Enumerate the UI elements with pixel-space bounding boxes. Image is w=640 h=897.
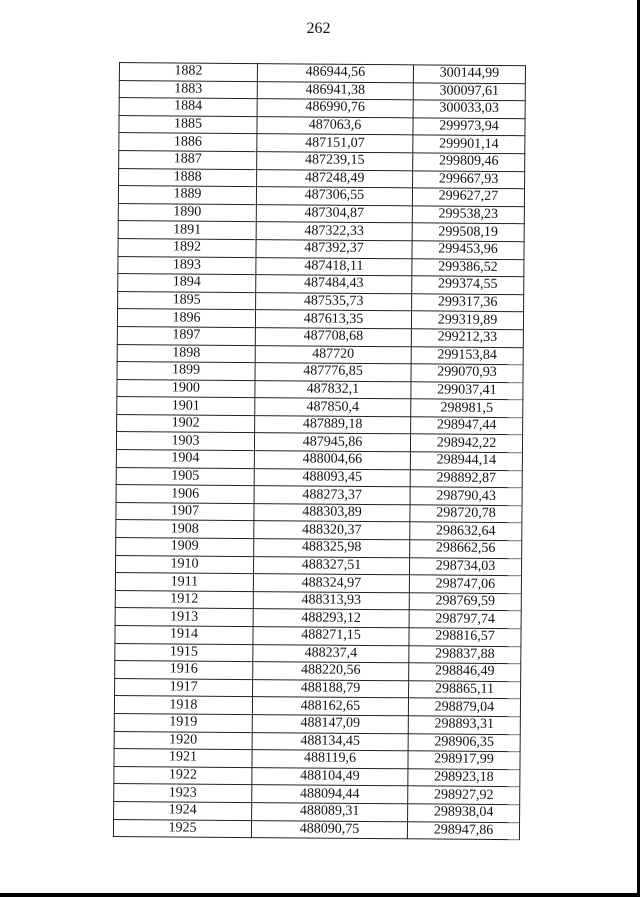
y-coordinate-cell: 299070,93	[411, 364, 523, 382]
x-coordinate-cell: 487248,49	[257, 169, 413, 188]
x-coordinate-cell: 487889,18	[255, 415, 411, 434]
y-coordinate-cell: 298662,56	[410, 540, 522, 558]
year-cell: 1882	[119, 63, 257, 82]
y-coordinate-cell: 298790,43	[410, 487, 522, 505]
year-cell: 1906	[116, 485, 254, 504]
year-cell: 1886	[119, 133, 257, 152]
x-coordinate-cell: 487945,86	[254, 433, 410, 452]
year-cell: 1902	[117, 414, 255, 433]
year-cell: 1891	[118, 221, 256, 240]
y-coordinate-cell: 298892,87	[410, 469, 522, 487]
y-coordinate-cell: 299212,33	[411, 329, 523, 347]
x-coordinate-cell: 488313,93	[253, 591, 409, 610]
x-coordinate-cell: 488104,49	[252, 767, 408, 786]
table-body	[113, 63, 525, 840]
x-coordinate-cell: 487613,35	[255, 310, 411, 329]
y-coordinate-cell: 298879,04	[408, 698, 520, 716]
x-coordinate-cell: 488220,56	[253, 662, 409, 681]
year-cell: 1911	[115, 573, 253, 592]
x-coordinate-cell: 488093,45	[254, 468, 410, 487]
y-coordinate-cell: 299153,84	[411, 346, 523, 364]
year-cell: 1918	[114, 696, 252, 715]
year-cell: 1912	[115, 590, 253, 609]
x-coordinate-cell: 487708,68	[255, 327, 411, 346]
x-coordinate-cell: 488094,44	[252, 785, 408, 804]
x-coordinate-cell: 488004,66	[254, 451, 410, 470]
y-coordinate-cell: 299973,94	[413, 118, 525, 136]
year-cell: 1890	[118, 203, 256, 222]
y-coordinate-cell: 299538,23	[412, 206, 524, 224]
year-cell: 1908	[116, 520, 254, 539]
year-cell: 1914	[115, 625, 253, 644]
y-coordinate-cell: 299627,27	[412, 188, 524, 206]
y-coordinate-cell: 298923,18	[408, 769, 520, 787]
y-coordinate-cell: 298947,44	[411, 417, 523, 435]
y-coordinate-cell: 298944,14	[410, 452, 522, 470]
coordinates-table	[113, 62, 526, 840]
y-coordinate-cell: 298632,64	[410, 522, 522, 540]
y-coordinate-cell: 298927,92	[408, 786, 520, 804]
year-cell: 1883	[119, 80, 257, 99]
y-coordinate-cell: 299508,19	[412, 223, 524, 241]
year-cell: 1910	[115, 555, 253, 574]
year-cell: 1925	[113, 819, 251, 838]
y-coordinate-cell: 299901,14	[413, 135, 525, 153]
y-coordinate-cell: 298797,74	[409, 610, 521, 628]
year-cell: 1896	[117, 309, 255, 328]
year-cell: 1887	[119, 150, 257, 169]
x-coordinate-cell: 486941,38	[257, 81, 413, 100]
x-coordinate-cell: 487304,87	[256, 204, 412, 223]
x-coordinate-cell: 487322,33	[256, 222, 412, 241]
year-cell: 1903	[116, 432, 254, 451]
x-coordinate-cell: 488089,31	[252, 803, 408, 822]
y-coordinate-cell: 298720,78	[410, 505, 522, 523]
year-cell: 1893	[118, 256, 256, 275]
x-coordinate-cell: 487392,37	[256, 240, 412, 259]
x-coordinate-cell: 487535,73	[256, 292, 412, 311]
y-coordinate-cell: 299317,36	[412, 294, 524, 312]
x-coordinate-cell: 487239,15	[257, 152, 413, 171]
year-cell: 1885	[119, 115, 257, 134]
y-coordinate-cell: 298938,04	[408, 804, 520, 822]
y-coordinate-cell: 298734,03	[409, 557, 521, 575]
x-coordinate-cell: 487832,1	[255, 380, 411, 399]
year-cell: 1919	[114, 713, 252, 732]
year-cell: 1889	[118, 186, 256, 205]
x-coordinate-cell: 488147,09	[252, 715, 408, 734]
y-coordinate-cell: 300033,03	[413, 100, 525, 118]
x-coordinate-cell: 487306,55	[256, 187, 412, 206]
x-coordinate-cell: 488327,51	[253, 556, 409, 575]
table-row	[113, 819, 519, 840]
y-coordinate-cell: 299037,41	[411, 381, 523, 399]
page-number: 262	[306, 20, 331, 37]
x-coordinate-cell: 488325,98	[254, 539, 410, 558]
y-coordinate-cell: 298816,57	[409, 628, 521, 646]
year-cell: 1884	[119, 98, 257, 117]
x-coordinate-cell: 487151,07	[257, 134, 413, 153]
x-coordinate-cell: 488119,6	[252, 750, 408, 769]
year-cell: 1897	[117, 326, 255, 345]
x-coordinate-cell: 487850,4	[255, 398, 411, 417]
year-cell: 1923	[114, 784, 252, 803]
year-cell: 1901	[117, 397, 255, 416]
y-coordinate-cell: 298942,22	[410, 434, 522, 452]
y-coordinate-cell: 298865,11	[409, 681, 521, 699]
y-coordinate-cell: 298846,49	[409, 663, 521, 681]
y-coordinate-cell: 298947,86	[407, 821, 519, 839]
year-cell: 1895	[118, 291, 256, 310]
year-cell: 1924	[114, 801, 252, 820]
y-coordinate-cell: 298906,35	[408, 733, 520, 751]
year-cell: 1888	[119, 168, 257, 187]
y-coordinate-cell: 299374,55	[412, 276, 524, 294]
x-coordinate-cell: 486990,76	[257, 99, 413, 118]
y-coordinate-cell: 298747,06	[409, 575, 521, 593]
x-coordinate-cell: 488090,75	[251, 820, 407, 839]
year-cell: 1907	[116, 502, 254, 521]
x-coordinate-cell: 488271,15	[253, 627, 409, 646]
y-coordinate-cell: 299386,52	[412, 258, 524, 276]
year-cell: 1920	[114, 731, 252, 750]
x-coordinate-cell: 488237,4	[253, 644, 409, 663]
year-cell: 1913	[115, 608, 253, 627]
x-coordinate-cell: 487720	[255, 345, 411, 364]
year-cell: 1904	[116, 450, 254, 469]
y-coordinate-cell: 299667,93	[413, 170, 525, 188]
x-coordinate-cell: 487484,43	[256, 275, 412, 294]
year-cell: 1894	[118, 274, 256, 293]
y-coordinate-cell: 300144,99	[413, 65, 525, 83]
year-cell: 1899	[117, 362, 255, 381]
x-coordinate-cell: 488162,65	[252, 697, 408, 716]
x-coordinate-cell: 486944,56	[257, 64, 413, 83]
y-coordinate-cell: 298837,88	[409, 645, 521, 663]
y-coordinate-cell: 299453,96	[412, 241, 524, 259]
y-coordinate-cell: 299809,46	[413, 153, 525, 171]
x-coordinate-cell: 487418,11	[256, 257, 412, 276]
x-coordinate-cell: 488134,45	[252, 732, 408, 751]
y-coordinate-cell: 300097,61	[413, 82, 525, 100]
year-cell: 1915	[115, 643, 253, 662]
y-coordinate-cell: 299319,89	[411, 311, 523, 329]
x-coordinate-cell: 488293,12	[253, 609, 409, 628]
x-coordinate-cell: 488188,79	[253, 679, 409, 698]
x-coordinate-cell: 488320,37	[254, 521, 410, 540]
x-coordinate-cell: 488324,97	[253, 574, 409, 593]
y-coordinate-cell: 298893,31	[408, 716, 520, 734]
y-coordinate-cell: 298917,99	[408, 751, 520, 769]
year-cell: 1909	[116, 538, 254, 557]
x-coordinate-cell: 487063,6	[257, 116, 413, 135]
year-cell: 1922	[114, 766, 252, 785]
x-coordinate-cell: 488273,37	[254, 486, 410, 505]
year-cell: 1905	[116, 467, 254, 486]
year-cell: 1921	[114, 749, 252, 768]
y-coordinate-cell: 298981,5	[411, 399, 523, 417]
year-cell: 1917	[115, 678, 253, 697]
year-cell: 1898	[117, 344, 255, 363]
year-cell: 1892	[118, 238, 256, 257]
year-cell: 1900	[117, 379, 255, 398]
x-coordinate-cell: 487776,85	[255, 363, 411, 382]
year-cell: 1916	[115, 661, 253, 680]
x-coordinate-cell: 488303,89	[254, 503, 410, 522]
y-coordinate-cell: 298769,59	[409, 593, 521, 611]
